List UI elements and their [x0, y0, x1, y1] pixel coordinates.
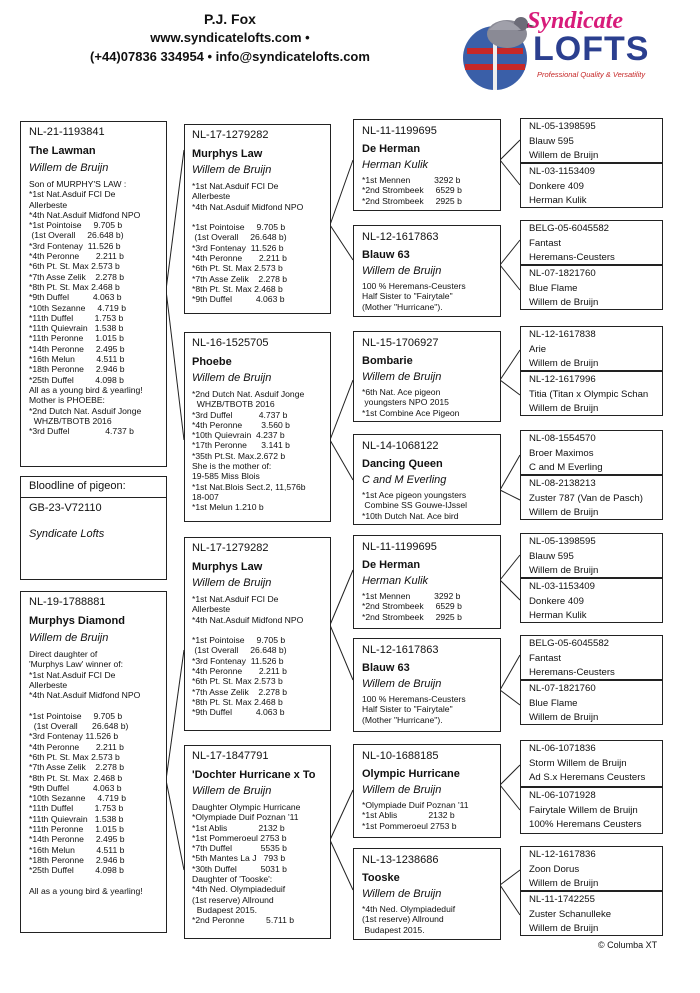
ggp-box[interactable]	[520, 326, 663, 371]
bloodline-ring: GB-23-V72110	[29, 502, 102, 514]
ggp-ring: NL-07-1821760	[529, 268, 596, 279]
ring-number: NL-16-1525705	[192, 337, 269, 349]
owner-name: P.J. Fox	[204, 11, 256, 27]
pedigree-bird-g2[interactable]	[353, 225, 501, 317]
bird-name: Murphys Diamond	[29, 615, 125, 627]
ggp-box[interactable]	[520, 578, 663, 623]
ggp-ring: NL-06-1071928	[529, 790, 596, 801]
achievements: 100 % Heremans-Ceusters Half Sister to "Fairytale" (Mother "Hurricane").	[362, 281, 466, 312]
ggp-name: Blue Flame	[529, 697, 578, 709]
ggp-breeder: Herman Kulik	[529, 610, 587, 621]
ggp-breeder: Willem de Bruijn	[529, 565, 599, 576]
ggp-name: Zoon Dorus	[529, 863, 580, 875]
bird-name: Blauw 63	[362, 662, 410, 674]
ggp-ring: NL-05-1398595	[529, 536, 596, 547]
ring-number: NL-21-1193841	[29, 126, 105, 138]
breeder: Herman Kulik	[362, 159, 429, 171]
ggp-ring: NL-11-1742255	[529, 894, 595, 905]
pedigree-bird-dam[interactable]	[20, 591, 167, 933]
ggp-box[interactable]	[520, 533, 663, 578]
ggp-ring: NL-06-1071836	[529, 743, 596, 754]
pedigree-bird-dam1[interactable]	[184, 332, 331, 522]
breeder: Willem de Bruijn	[192, 785, 272, 797]
ggp-ring: NL-07-1821760	[529, 683, 596, 694]
achievements: *1st Nat.Asduif FCI De Allerbeste *4th Nat.Asduif Midfond NPO *1st Pointoise 9.705 b (1st Overall 26.648 b) *3rd Fontenay 11.526 b *4th Peronne 2.211 b *6th Pt. St. Max 2.573 b *7th Asse Zelik 2.278 b *8th Pt. St. Max 2.468 b *9th Duffel 4.063 b	[192, 181, 304, 305]
contact-line[interactable]: (+44)07836 334954 • info@syndicatelofts.com	[90, 49, 370, 64]
ggp-ring: NL-12-1617838	[529, 329, 596, 340]
ggp-box[interactable]	[520, 846, 663, 891]
ring-number: NL-11-1199695	[362, 125, 437, 137]
syndicate-lofts-logo	[455, 4, 665, 92]
bird-name: De Herman	[362, 559, 421, 571]
bloodline-owner: Syndicate Lofts	[29, 528, 105, 540]
pedigree-bird-dam2[interactable]	[184, 745, 331, 939]
ggp-name: Blauw 595	[529, 550, 574, 562]
pedigree-bird-g1[interactable]	[353, 119, 501, 211]
breeder: Willem de Bruijn	[192, 577, 272, 589]
breeder: Herman Kulik	[362, 575, 429, 587]
ggp-breeder: Willem de Bruijn	[529, 150, 599, 161]
ggp-box[interactable]	[520, 475, 663, 520]
ggp-name: Donkere 409	[529, 180, 584, 192]
bloodline-box	[20, 476, 167, 580]
ggp-box[interactable]	[520, 740, 663, 787]
achievements: *1st Mennen 3292 b *2nd Strombeek 6529 b *2nd Strombeek 2925 b	[362, 175, 462, 206]
bloodline-label: Bloodline of pigeon:	[29, 480, 126, 492]
logo-line2: LOFTS	[533, 30, 650, 68]
ggp-box[interactable]	[520, 635, 663, 680]
ggp-breeder: Willem de Bruijn	[529, 358, 599, 369]
ggp-name: Zuster Schanulleke	[529, 908, 612, 920]
achievements: Direct daughter of 'Murphys Law' winner of: *1st Nat.Asduif FCI De Allerbeste *4th Nat.Asduif Midfond NPO *1st Pointoise 9.705 b (1st Overall 26.648 b) *3rd Fontenay 11.526 b *4th Peronne 2.211 b *6th Pt. St. Max 2.573 b *7th Asse Zelik 2.278 b *8th Pt. St. Max 2.468 b *9th Duffel 4.063 b *10th Sezanne 4.719 b *11th Duffel 1.753 b *11th Quievrain 1.538 b *11th Peronne 1.015 b *14th Peronne 2.495 b *16th Melun 4.511 b *18th Peronne 2.946 b *25th Duffel 4.098 b All as a young bird & yearling!	[29, 649, 143, 896]
breeder: Willem de Bruijn	[362, 371, 442, 383]
ring-number: NL-12-1617863	[362, 644, 439, 656]
breeder: Willem de Bruijn	[29, 632, 109, 644]
ggp-box[interactable]	[520, 371, 663, 416]
ggp-breeder: C and M Everling	[529, 462, 603, 473]
ring-number: NL-13-1238686	[362, 854, 439, 866]
ggp-breeder: 100% Heremans Ceusters	[529, 819, 642, 830]
bird-name: Bombarie	[362, 355, 413, 367]
logo-tagline: Professional Quality & Versatility	[537, 70, 646, 79]
ring-number: NL-19-1788881	[29, 596, 106, 608]
header	[0, 10, 460, 66]
ggp-ring: BELG-05-6045582	[529, 638, 610, 649]
achievements: *2nd Dutch Nat. Asduif Jonge WHZB/TBOTB 2016 *3rd Duffel 4.737 b *4th Peronne 3.560 b *10th Quievrain 4.237 b *17th Peronne 3.141 b *35th Pt.St. Max.2.672 b She is the mother of: 19-585 Miss Blois *1st Nat.Blois Sect.2, 11,576b 18-007 *1st Melun 1.210 b	[192, 389, 306, 513]
ggp-name: Broer Maximos	[529, 447, 594, 459]
achievements: *1st Mennen 3292 b *2nd Strombeek 6529 b *2nd Strombeek 2925 b	[362, 591, 462, 622]
ggp-breeder: Willem de Bruijn	[529, 878, 599, 889]
website[interactable]: www.syndicatelofts.com •	[150, 30, 310, 45]
bird-name: Tooske	[362, 872, 400, 884]
pedigree-bird-g3[interactable]	[353, 331, 501, 422]
ggp-breeder: Willem de Bruijn	[529, 403, 599, 414]
ring-number: NL-17-1279282	[192, 129, 269, 141]
bird-name: Dancing Queen	[362, 458, 443, 470]
ggp-ring: NL-05-1398595	[529, 121, 596, 132]
achievements: *Olympiade Duif Poznan '11 *1st Ablis 2132 b *1st Pommeroeul 2753 b	[362, 800, 469, 831]
achievements: *1st Nat.Asduif FCI De Allerbeste *4th Nat.Asduif Midfond NPO *1st Pointoise 9.705 b (1st Overall 26.648 b) *3rd Fontenay 11.526 b *4th Peronne 2.211 b *6th Pt. St. Max 2.573 b *7th Asse Zelik 2.278 b *8th Pt. St. Max 2.468 b *9th Duffel 4.063 b	[192, 594, 304, 718]
ggp-name: Zuster 787 (Van de Pasch)	[529, 492, 643, 504]
ggp-box[interactable]	[520, 680, 663, 725]
copyright: © Columba XT	[598, 940, 658, 950]
ggp-ring: BELG-05-6045582	[529, 223, 610, 234]
ring-number: NL-12-1617863	[362, 231, 439, 243]
pedigree-bird-g5[interactable]	[353, 535, 501, 629]
breeder: Willem de Bruijn	[362, 784, 442, 796]
pedigree-bird-g6[interactable]	[353, 638, 501, 732]
ggp-name: Blauw 595	[529, 135, 574, 147]
achievements: 100 % Heremans-Ceusters Half Sister to "Fairytale" (Mother "Hurricane").	[362, 694, 466, 725]
pedigree-bird-main[interactable]	[20, 121, 167, 467]
pedigree-bird-g8[interactable]	[353, 848, 501, 940]
ggp-ring: NL-08-2138213	[529, 478, 596, 489]
breeder: Willem de Bruijn	[362, 265, 442, 277]
ggp-name: Blue Flame	[529, 282, 578, 294]
bird-name: Murphys Law	[192, 148, 263, 160]
ggp-ring: NL-12-1617836	[529, 849, 596, 860]
ggp-ring: NL-03-1153409	[529, 166, 595, 177]
breeder: Willem de Bruijn	[362, 888, 442, 900]
ggp-ring: NL-08-1554570	[529, 433, 596, 444]
ggp-name: Fairytale Willem de Bruijn	[529, 804, 638, 816]
achievements: *6th Nat. Ace pigeon youngsters NPO 2015 *1st Combine Ace Pigeon	[362, 387, 460, 418]
ggp-box[interactable]	[520, 891, 663, 936]
pedigree-bird-sire2[interactable]	[184, 537, 331, 731]
ggp-ring: NL-03-1153409	[529, 581, 595, 592]
pedigree-bird-g4[interactable]	[353, 434, 501, 525]
ggp-breeder: Willem de Bruijn	[529, 712, 599, 723]
ring-number: NL-10-1688185	[362, 750, 439, 762]
pedigree-bird-sire1[interactable]	[184, 124, 331, 314]
breeder: C and M Everling	[362, 474, 447, 486]
ggp-name: Fantast	[529, 652, 561, 664]
achievements: *1st Ace pigeon youngsters Combine SS Gouwe-IJssel *10th Dutch Nat. Ace bird	[362, 490, 468, 521]
ring-number: NL-14-1068122	[362, 440, 439, 452]
ggp-box[interactable]	[520, 118, 663, 163]
ggp-box[interactable]	[520, 430, 663, 475]
ggp-breeder: Willem de Bruijn	[529, 923, 599, 934]
ggp-breeder: Herman Kulik	[529, 195, 587, 206]
breeder: Willem de Bruijn	[192, 164, 272, 176]
ggp-ring: NL-12-1617996	[529, 374, 596, 385]
breeder: Willem de Bruijn	[29, 162, 109, 174]
ggp-breeder: Heremans-Ceusters	[529, 252, 615, 263]
ggp-box[interactable]	[520, 787, 663, 834]
bird-name: Blauw 63	[362, 249, 410, 261]
ggp-name: Arie	[529, 343, 547, 355]
ring-number: NL-17-1847791	[192, 750, 269, 762]
pedigree-bird-g7[interactable]	[353, 744, 501, 838]
bird-name: 'Dochter Hurricane x To	[192, 769, 316, 781]
ggp-box[interactable]	[520, 163, 663, 208]
logo-line1: Syndicate	[527, 8, 623, 34]
ggp-breeder: Willem de Bruijn	[529, 507, 599, 518]
achievements: *4th Ned. Olympiadeduif (1st reserve) Allround Budapest 2015.	[362, 904, 456, 935]
ggp-breeder: Ad S.x Heremans Ceusters	[529, 772, 646, 783]
breeder: Willem de Bruijn	[362, 678, 442, 690]
ggp-breeder: Willem de Bruijn	[529, 297, 599, 308]
ggp-box[interactable]	[520, 265, 663, 310]
ring-number: NL-17-1279282	[192, 542, 269, 554]
breeder: Willem de Bruijn	[192, 372, 272, 384]
bird-name: Murphys Law	[192, 561, 263, 573]
achievements: Son of MURPHY'S LAW : *1st Nat.Asduif FCI De Allerbeste *4th Nat.Asduif Midfond NPO *1st Pointoise 9.705 b (1st Overall 26.648 b) *3rd Fontenay 11.526 b *4th Peronne 2.211 b *6th Pt. St. Max 2.573 b *7th Asse Zelik 2.278 b *8th Pt. St. Max 2.468 b *9th Duffel 4.063 b *10th Sezanne 4.719 b *11th Duffel 1.753 b *11th Quievrain 1.538 b *11th Peronne 1.015 b *14th Peronne 2.495 b *16th Melun 4.511 b *18th Peronne 2.946 b *25th Duffel 4.098 b All as a young bird & yearling! Mother is PHOEBE: *2nd Dutch Nat. Asduif Jonge WHZB/TBOTB 2016 *3rd Duffel 4.737 b	[29, 179, 143, 437]
ggp-name: Titia (Titan x Olympic Schan	[529, 388, 649, 400]
ggp-name: Storm Willem de Bruijn	[529, 757, 627, 769]
bird-name: The Lawman	[29, 145, 96, 157]
ggp-name: Donkere 409	[529, 595, 584, 607]
bird-name: Phoebe	[192, 356, 232, 368]
ggp-name: Fantast	[529, 237, 561, 249]
ggp-breeder: Heremans-Ceusters	[529, 667, 615, 678]
bird-name: De Herman	[362, 143, 421, 155]
ring-number: NL-11-1199695	[362, 541, 437, 553]
ring-number: NL-15-1706927	[362, 337, 439, 349]
bird-name: Olympic Hurricane	[362, 768, 460, 780]
ggp-box[interactable]	[520, 220, 663, 265]
achievements: Daughter Olympic Hurricane *Olympiade Duif Poznan '11 *1st Ablis 2132 b *1st Pommeroeul 2753 b *7th Duffel 5535 b *5th Mantes La J 793 b *30th Duffel 5031 b Daughter of 'Tooske': *4th Ned. Olympiadeduif (1st reserve) Allround Budapest 2015. *2nd Peronne 5.711 b	[192, 802, 301, 926]
